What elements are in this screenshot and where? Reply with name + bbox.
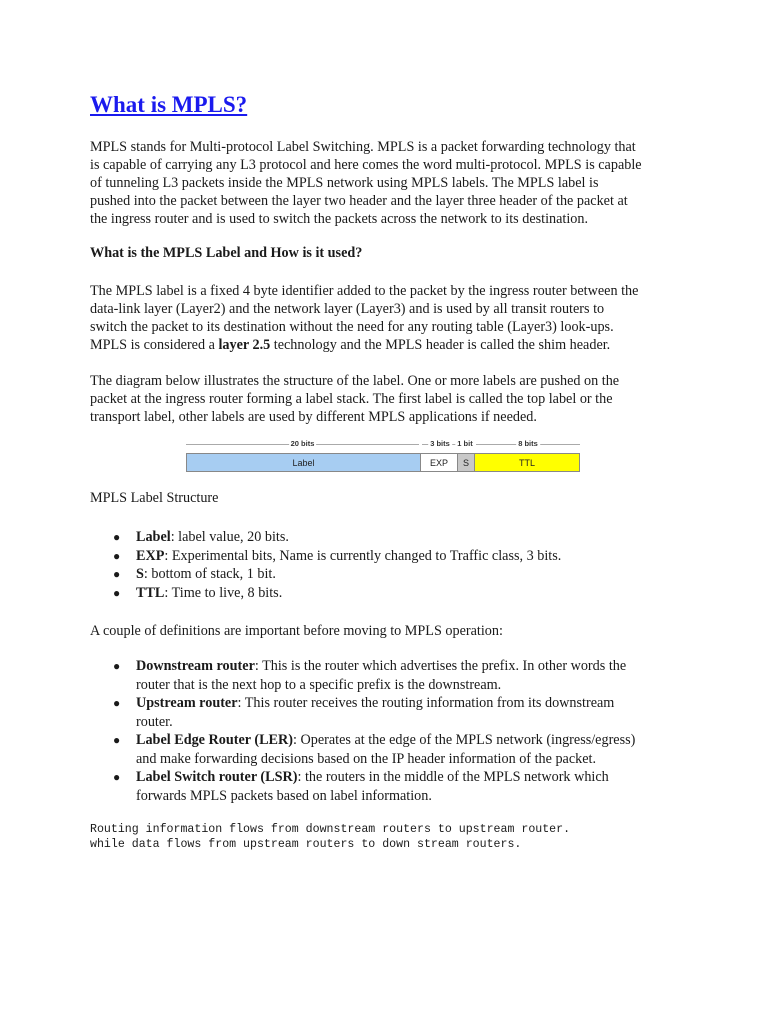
list-item: ● Upstream router: This router receives the routing information from its downstream router. xyxy=(113,695,615,730)
diagram-header-label: 20 bits xyxy=(186,438,419,452)
intro-line: the ingress router and is used to switch the packets across the network to its destination. xyxy=(90,211,589,227)
layer-2-5-bold: layer 2.5 xyxy=(218,337,271,353)
list-item: ● TTL: Time to live, 8 bits. xyxy=(113,584,283,601)
diagram-para-line: The diagram below illustrates the structure of the label. One or more labels are pushed on the xyxy=(90,373,620,389)
list-item: ● Label Switch router (LSR): the routers in the middle of the MPLS network which forwards MPLS packets based on label information. xyxy=(113,769,609,804)
diagram-caption: MPLS Label Structure xyxy=(90,490,219,506)
diagram-para-line: transport label, other labels are used by different MPLS applications if needed. xyxy=(90,409,537,425)
label-para-line xyxy=(90,336,690,354)
diagram-header-exp: 3 bits xyxy=(422,438,458,452)
label-para-line: switch the packet to its destination without the need for any routing table (Layer3) look-ups. xyxy=(90,319,614,335)
label-para-prefix: MPLS is considered a xyxy=(90,337,219,353)
label-para-line: The MPLS label is a fixed 4 byte identifier added to the packet by the ingress router between the xyxy=(90,283,639,299)
code-line: while data flows from upstream routers to down stream routers. xyxy=(90,838,522,851)
diagram-header-s: 1 bit xyxy=(457,439,473,448)
definitions-list xyxy=(90,657,635,805)
label-paragraph xyxy=(90,282,690,354)
list-item: ● Label: label value, 20 bits. xyxy=(113,529,289,545)
section-heading: What is the MPLS Label and How is it used? xyxy=(90,245,363,261)
label-fields-list xyxy=(90,528,561,602)
diagram-field-exp: EXP xyxy=(420,453,458,472)
diagram-field-label: Label xyxy=(186,453,421,472)
definitions-intro: A couple of definitions are important before moving to MPLS operation: xyxy=(90,623,503,639)
diagram-header-ttl: 8 bits xyxy=(476,438,580,452)
diagram-paragraph xyxy=(90,372,690,426)
mpls-label-diagram xyxy=(186,438,581,474)
intro-paragraph xyxy=(90,138,690,228)
list-item: ● S: bottom of stack, 1 bit. xyxy=(113,566,276,582)
intro-line: pushed into the packet between the layer two header and the layer three header of the packet at xyxy=(90,193,628,209)
code-line: Routing information flows from downstream routers to upstream router. xyxy=(90,823,571,836)
list-item: ● Label Edge Router (LER): Operates at the edge of the MPLS network (ingress/egress) and make forwarding decisions based on the IP header information of the packet. xyxy=(113,732,636,767)
label-para-line: data-link layer (Layer2) and the network layer (Layer3) and is used by all transit routers to xyxy=(90,301,605,317)
intro-line: of tunneling L3 packets inside the MPLS network using MPLS labels. The MPLS label is xyxy=(90,175,599,191)
code-block xyxy=(90,822,570,852)
intro-line: is capable of carrying any L3 protocol and here comes the word multi-protocol. MPLS is capable xyxy=(90,157,642,173)
diagram-field-s: S xyxy=(457,453,475,472)
list-item: ● EXP: Experimental bits, Name is currently changed to Traffic class, 3 bits. xyxy=(113,547,562,564)
intro-line: MPLS stands for Multi-protocol Label Switching. MPLS is a packet forwarding technology that xyxy=(90,139,636,155)
label-para-suffix: technology and the MPLS header is called the shim header. xyxy=(270,337,611,353)
list-item: ● Downstream router: This is the router which advertises the prefix. In other words the router that is the next hop to a specific prefix is the downstream. xyxy=(113,658,627,693)
page-title[interactable]: What is MPLS? xyxy=(90,92,248,117)
diagram-para-line: packet at the ingress router forming a label stack. The first label is called the top label or the xyxy=(90,391,613,407)
diagram-field-ttl: TTL xyxy=(474,453,580,472)
